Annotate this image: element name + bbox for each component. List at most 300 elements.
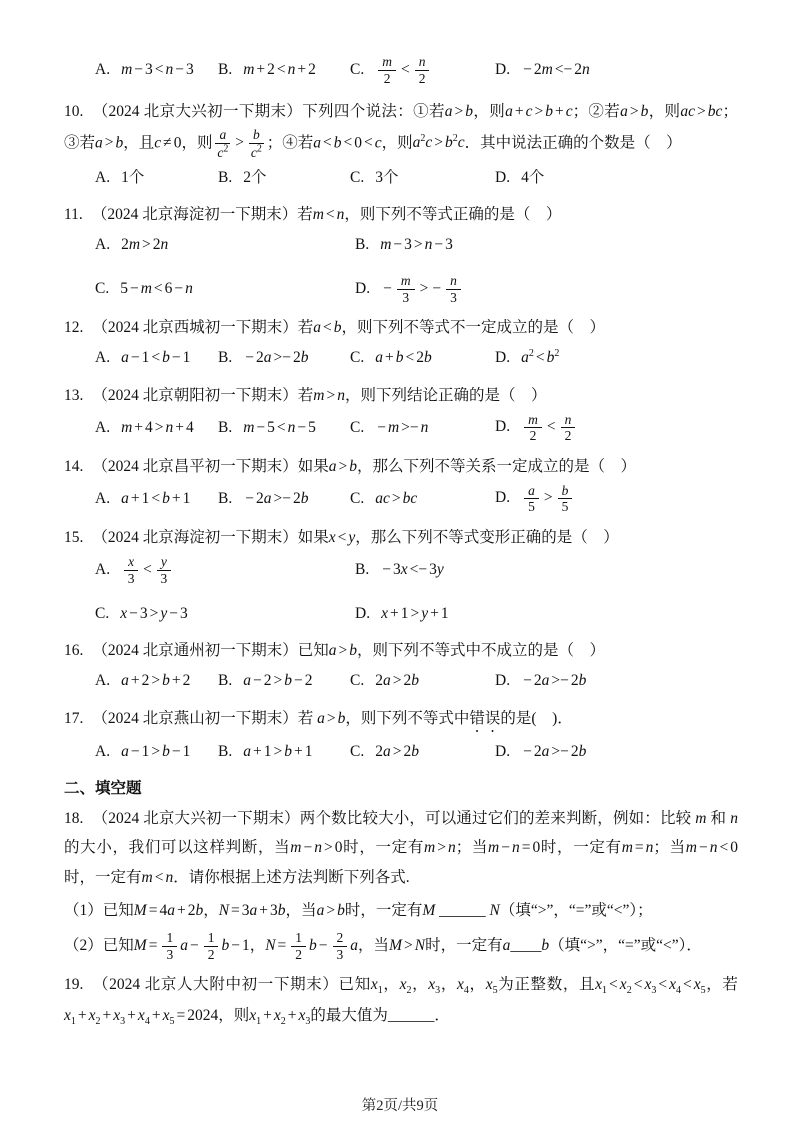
text-run: ，若: [705, 976, 738, 994]
question-12: [64, 313, 738, 373]
text-run: ．请你根据上述方法判断下列各式.: [173, 868, 410, 886]
math-expression: 3: [450, 289, 457, 305]
fraction: [561, 412, 576, 444]
question-14: [64, 452, 738, 516]
option-label: A.: [95, 60, 111, 78]
text-run: ，: [468, 976, 486, 994]
option-label: B.: [355, 236, 370, 254]
math-expression: $x_3$: [428, 976, 441, 997]
option-14-D: [495, 482, 738, 516]
math-expression: a: [350, 937, 359, 954]
option-label: B.: [218, 672, 233, 690]
option-15-B: [355, 555, 738, 585]
fraction: [157, 554, 171, 586]
text-run: 时，一定有: [425, 937, 503, 954]
math-expression: 5: [561, 499, 569, 515]
math-expression: n: [450, 273, 457, 289]
math-expression: − 2a >− 2b: [523, 742, 587, 760]
text-run: ，那么下列不等式变形正确的是（ ）: [355, 528, 619, 546]
text-run: ；当: [455, 839, 489, 857]
math-expression: a: [219, 127, 227, 143]
math-expression: M > N: [389, 937, 426, 954]
option-label: D.: [355, 605, 371, 623]
text-run: ，则: [381, 134, 413, 152]
text-run: ，: [411, 976, 429, 994]
math-expression: $c^2$: [250, 143, 262, 161]
math-expression: N = 3a + 3b: [218, 901, 286, 919]
math-expression: $x_4$: [456, 976, 469, 997]
text-run: ；②若: [572, 103, 621, 121]
question-15: [64, 523, 738, 629]
math-expression: a < b: [313, 319, 342, 337]
math-expression: b: [541, 937, 550, 954]
math-expression: c ≠ 0: [154, 134, 182, 152]
math-expression: a + 1 > b + 1: [243, 742, 313, 760]
option-q9-options-B: [218, 55, 350, 85]
text-run: ，: [440, 976, 457, 994]
text-run: 2个: [243, 168, 267, 186]
math-expression: a + b < 2b: [375, 349, 432, 367]
option-11-C: [95, 274, 355, 304]
question-18-part-2: [64, 929, 738, 963]
math-expression: m − n < 0: [685, 839, 738, 857]
text-run: 的是( )．: [500, 709, 573, 727]
question-15-stem: [64, 523, 738, 552]
text-run: ；当: [653, 839, 686, 857]
option-13-D: [495, 411, 738, 445]
option-label: C.: [95, 280, 110, 298]
text-run: （2024 北京大兴初一下期末）两个数比较大小，可以通过它们的差来判断，例如：比较: [92, 810, 696, 828]
math-expression: m: [400, 273, 411, 289]
math-expression: a − 2 > b − 2: [243, 672, 313, 690]
options-15: [64, 553, 738, 629]
text-run: 的最大值为______．: [310, 1007, 450, 1025]
math-expression: >: [235, 134, 244, 152]
text-run: （2024 北京昌平初一下期末）如果: [92, 457, 329, 475]
math-expression: 2: [529, 428, 537, 444]
question-number: 12.: [64, 319, 84, 337]
math-expression: m < n: [312, 205, 345, 223]
options-q9-options: [64, 53, 738, 87]
option-label: C.: [350, 742, 365, 760]
section-heading-fill-in: 二、填空题: [64, 779, 142, 797]
math-expression: − 2a >− 2b: [245, 489, 309, 507]
math-expression: x + 1 > y + 1: [381, 605, 449, 623]
math-expression: m: [528, 411, 538, 427]
math-expression: m: [695, 810, 707, 828]
fraction: [558, 483, 573, 515]
option-label: A.: [95, 489, 111, 507]
option-label: D.: [495, 418, 511, 436]
math-expression: 3: [160, 570, 168, 586]
fraction: [215, 127, 230, 161]
math-expression: $a^2c > b^2c$: [412, 133, 465, 152]
text-run: （2024 北京西城初一下期末）若: [92, 319, 314, 337]
text-run: （2024 北京大兴初一下期末）下列四个说法：①若: [92, 103, 445, 121]
option-10-C: [350, 163, 495, 193]
question-16-stem: [64, 636, 738, 665]
options-12: [64, 343, 738, 373]
options-16: [64, 666, 738, 696]
text-run: ，则: [473, 103, 506, 121]
math-expression: b: [561, 482, 569, 498]
option-label: D.: [495, 489, 511, 507]
question-17-stem: [64, 704, 738, 736]
options-10: [64, 163, 738, 193]
text-run: ，则下列不等式中不成立的是（ ）: [357, 642, 606, 660]
question-19: [64, 970, 738, 1032]
math-expression: >: [543, 489, 553, 507]
option-q9-options-A: [95, 55, 218, 85]
math-expression: M =: [133, 937, 158, 954]
math-expression: M = 4a + 2b: [133, 901, 204, 919]
math-expression: 1: [207, 930, 215, 946]
math-expression: x − 3 > y − 3: [120, 605, 188, 623]
text-run: ____: [510, 937, 542, 954]
text-run: ，当: [285, 901, 317, 919]
option-label: C.: [95, 605, 110, 623]
math-expression: 2a > 2b: [375, 742, 419, 760]
math-expression: x: [128, 554, 135, 570]
math-expression: 3: [402, 289, 410, 305]
question-14-stem: [64, 452, 738, 481]
text-run: 3个: [375, 168, 399, 186]
math-expression: n: [730, 810, 738, 828]
math-expression: <: [400, 60, 410, 78]
text-run: 为正整数，且: [497, 976, 596, 994]
option-11-A: [95, 230, 355, 260]
text-run: 时，一定有: [342, 839, 424, 857]
math-expression: b: [252, 127, 260, 143]
fraction: [291, 930, 306, 962]
fraction: [249, 127, 264, 161]
question-16: [64, 636, 738, 696]
math-expression: <: [143, 560, 152, 578]
math-expression: a + 1 < b + 1: [121, 489, 191, 507]
math-expression: a: [528, 482, 535, 498]
text-run: ，则: [218, 1007, 250, 1025]
text-run: ，当: [358, 937, 390, 954]
option-17-C: [350, 737, 495, 767]
math-expression: n: [564, 411, 572, 427]
math-expression: a > b: [317, 709, 346, 727]
math-expression: $x_2$: [399, 976, 412, 997]
text-run: ，: [249, 937, 266, 954]
option-label: B.: [355, 560, 370, 578]
math-expression: 3: [166, 946, 174, 962]
text-run: ．其中说法正确的个数是（ ）: [464, 134, 682, 152]
fraction: [333, 930, 348, 962]
math-expression: 1: [295, 930, 303, 946]
option-13-C: [350, 413, 495, 443]
question-13: [64, 381, 738, 445]
text-run: （2024 北京海淀初一下期末）如果: [92, 528, 329, 546]
math-expression: ac > bc: [680, 103, 723, 121]
math-expression: 2: [295, 946, 303, 962]
math-expression: b −: [309, 937, 328, 954]
text-run: 4个: [521, 168, 545, 186]
text-run: ，: [203, 901, 219, 919]
option-17-A: [95, 737, 218, 767]
math-expression: − m >− n: [377, 418, 429, 436]
math-expression: >: [419, 279, 429, 297]
math-expression: b − 1: [221, 937, 250, 954]
math-expression: a + 2 > b + 2: [121, 672, 191, 690]
option-label: D.: [355, 279, 371, 297]
math-expression: ac > bc: [375, 489, 418, 507]
math-expression: $x_1 < x_2 < x_3 < x_4 < x_5$: [595, 976, 706, 997]
option-16-D: [495, 666, 738, 696]
math-expression: a + c > b + c: [505, 103, 573, 121]
option-label: B.: [218, 60, 233, 78]
question-number: 10.: [64, 103, 84, 121]
math-expression: 2a > 2b: [375, 672, 419, 690]
option-14-A: [95, 484, 218, 514]
option-label: A.: [95, 418, 111, 436]
question-number: 16.: [64, 642, 84, 660]
option-label: D.: [495, 60, 511, 78]
fraction: [397, 273, 415, 305]
math-expression: a > b: [328, 457, 358, 475]
question-11: [64, 200, 738, 306]
fraction: [124, 554, 138, 586]
math-expression: n: [418, 54, 426, 69]
text-run: ，则: [648, 103, 681, 121]
math-expression: $c^2$: [217, 143, 229, 161]
question-12-stem: [64, 313, 738, 342]
question-number: 13.: [64, 386, 84, 404]
option-q9-options-C: [350, 53, 495, 87]
question-number: 18.: [64, 810, 84, 828]
option-label: D.: [495, 742, 511, 760]
emphasized-text: 错误: [469, 709, 501, 727]
text-run: ______: [435, 901, 490, 919]
fraction: [204, 930, 219, 962]
math-expression: a − 1 > b − 1: [121, 742, 191, 760]
option-label: A.: [95, 236, 111, 254]
math-expression: a > b: [444, 103, 474, 121]
math-expression: a > b: [328, 642, 358, 660]
math-expression: m > n: [313, 386, 345, 404]
fraction: [415, 54, 430, 86]
option-13-B: [218, 413, 350, 443]
question-number: 11.: [64, 205, 83, 223]
option-12-C: [350, 343, 495, 373]
text-run: （1）已知: [64, 901, 134, 919]
math-expression: 2: [383, 70, 391, 86]
math-expression: a: [502, 937, 511, 954]
fraction: [446, 273, 461, 305]
option-10-A: [95, 163, 218, 193]
text-run: ，则: [181, 134, 213, 152]
options-11: [64, 230, 738, 306]
math-expression: 5 − m < 6 − n: [120, 280, 193, 298]
question-number: 14.: [64, 457, 84, 475]
math-expression: M: [422, 901, 436, 919]
math-expression: N =: [265, 937, 287, 954]
question-17: [64, 704, 738, 767]
math-expression: m = n: [621, 839, 654, 857]
text-run: 时，一定有: [344, 901, 423, 919]
option-label: A.: [95, 672, 111, 690]
option-10-B: [218, 163, 350, 193]
option-label: C.: [350, 60, 365, 78]
question-number: 17.: [64, 709, 84, 727]
option-label: B.: [218, 418, 233, 436]
question-13-stem: [64, 381, 738, 410]
options-13: [64, 411, 738, 445]
option-11-B: [355, 230, 738, 260]
math-expression: m > n: [423, 839, 456, 857]
text-run: ，则下列不等式正确的是（ ）: [344, 205, 562, 223]
math-expression: $x_1$: [370, 976, 383, 997]
text-run: （2024 北京人大附中初一下期末）已知: [92, 976, 371, 994]
question-number: 15.: [64, 528, 84, 546]
question-18: [64, 804, 738, 963]
math-expression: 3: [127, 570, 135, 586]
option-label: D.: [495, 672, 511, 690]
option-label: C.: [350, 489, 365, 507]
math-expression: −: [383, 279, 392, 297]
option-15-C: [95, 599, 355, 629]
option-q9-options-D: [495, 55, 738, 85]
option-17-D: [495, 737, 738, 767]
option-16-C: [350, 666, 495, 696]
options-14: [64, 482, 738, 516]
option-label: A.: [95, 560, 111, 578]
option-11-D: [355, 272, 738, 306]
math-expression: m < n: [141, 868, 174, 886]
option-label: A.: [95, 349, 111, 367]
text-run: （2024 北京海淀初一下期末）若: [91, 205, 313, 223]
question-10: [64, 97, 738, 193]
option-10-D: [495, 163, 738, 193]
question-18-stem: [64, 804, 738, 891]
text-run: ，那么下列不等关系一定成立的是（ ）: [357, 457, 637, 475]
fraction: [524, 412, 542, 444]
fraction: [524, 483, 539, 515]
math-expression: x < y: [328, 528, 356, 546]
math-expression: 2: [336, 930, 344, 946]
option-12-B: [218, 343, 350, 373]
math-expression: $a^2 < b^2$: [521, 348, 560, 367]
math-expression: − 3x <− 3y: [382, 560, 444, 578]
math-expression: 2: [207, 946, 215, 962]
option-label: A.: [95, 742, 111, 760]
question-10-stem: [64, 97, 738, 162]
math-expression: m − 5 < n − 5: [243, 418, 316, 436]
page-number-footer: 第2页/共9页: [361, 1098, 439, 1114]
text-run: 的大小，我们可以这样判断，当: [64, 839, 291, 857]
option-15-A: [95, 553, 355, 587]
math-expression: a > b: [316, 901, 345, 919]
fraction: [162, 930, 177, 962]
text-run: 1个: [121, 168, 145, 186]
question-19-stem: [64, 970, 738, 1032]
text-run: ，: [382, 976, 400, 994]
math-expression: m − 3 > n − 3: [380, 236, 453, 254]
option-label: C.: [350, 418, 365, 436]
option-14-B: [218, 484, 350, 514]
math-expression: 2: [418, 70, 426, 86]
math-expression: 2: [564, 428, 572, 444]
option-label: A.: [95, 168, 111, 186]
math-expression: − 2a >− 2b: [523, 672, 587, 690]
text-run: ，则下列不等式不一定成立的是（ ）: [341, 319, 606, 337]
math-expression: a > b: [95, 134, 124, 152]
text-run: （2024 北京朝阳初一下期末）若: [92, 386, 314, 404]
text-run: 和: [706, 810, 731, 828]
fraction: [378, 54, 396, 86]
option-label: C.: [350, 349, 365, 367]
text-run: （填“>”，“=”或“<”）；: [499, 901, 653, 919]
option-label: C.: [350, 168, 365, 186]
math-expression: a > b: [620, 103, 649, 121]
math-expression: m + 4 > n + 4: [121, 418, 194, 436]
question-number: 19.: [64, 976, 84, 994]
math-expression: $x_1 + x_2 + x_3$: [249, 1007, 311, 1028]
option-label: D.: [495, 168, 511, 186]
option-label: B.: [218, 168, 233, 186]
option-13-A: [95, 413, 218, 443]
math-expression: 1: [166, 930, 174, 946]
math-expression: 5: [528, 499, 535, 515]
math-expression: $x_5$: [485, 976, 498, 997]
math-expression: m − 3 < n − 3: [121, 60, 194, 78]
question-18-part-1: [64, 894, 738, 927]
options-17: [64, 737, 738, 767]
question-11-stem: [64, 200, 738, 229]
option-label: B.: [218, 489, 233, 507]
math-expression: m: [382, 54, 392, 69]
text-run: ；③若: [64, 103, 738, 152]
math-expression: m − n = 0: [488, 839, 541, 857]
option-12-D: [495, 343, 738, 373]
math-expression: <: [546, 418, 556, 436]
document-body: [64, 52, 738, 1039]
math-expression: −: [432, 279, 442, 297]
math-expression: m + 2 < n + 2: [243, 60, 316, 78]
math-expression: − 2a >− 2b: [245, 349, 309, 367]
math-expression: − 2m <− 2n: [523, 60, 590, 78]
math-expression: $x_1 + x_2 + x_3 + x_4 + x_5 = 2024$: [64, 1007, 219, 1028]
math-expression: 2m > 2n: [121, 236, 169, 254]
math-expression: y: [160, 554, 167, 570]
option-15-D: [355, 599, 738, 629]
text-run: （2）已知: [64, 937, 134, 954]
option-label: D.: [495, 349, 511, 367]
math-expression: a < b < 0 < c: [313, 134, 382, 152]
text-run: （2024 北京燕山初一下期末）若: [92, 709, 318, 727]
text-run: （填“>”，“=”或“<”）．: [549, 937, 702, 954]
text-run: ，则下列结论正确的是（ ）: [344, 386, 547, 404]
text-run: ，则下列不等式中: [345, 709, 470, 727]
option-16-A: [95, 666, 218, 696]
text-run: ；④若: [266, 134, 314, 152]
option-label: B.: [218, 742, 233, 760]
text-run: ，且: [123, 134, 155, 152]
math-expression: a − 1 < b − 1: [121, 349, 191, 367]
math-expression: N: [489, 901, 500, 919]
text-run: 时，一定有: [64, 868, 142, 886]
option-label: B.: [218, 349, 233, 367]
option-12-A: [95, 343, 218, 373]
option-14-C: [350, 484, 495, 514]
math-expression: m − n > 0: [290, 839, 343, 857]
text-run: （2024 北京通州初一下期末）已知: [92, 642, 329, 660]
option-label: C.: [350, 672, 365, 690]
option-16-B: [218, 666, 350, 696]
